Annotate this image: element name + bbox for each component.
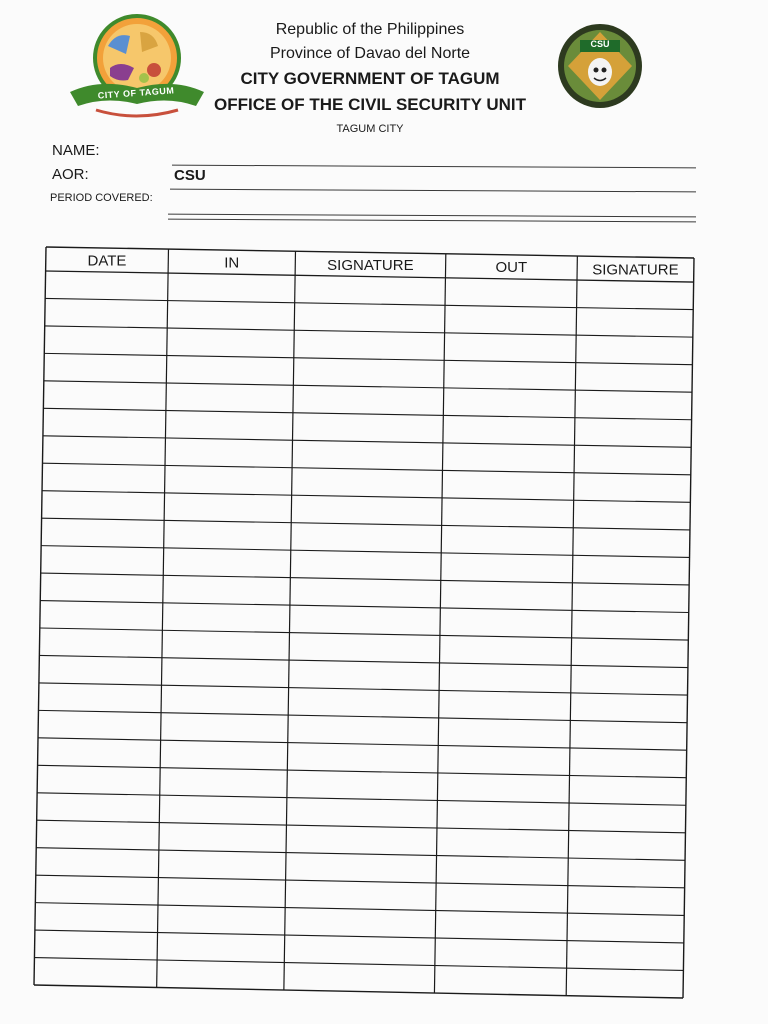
table-row-line [37, 820, 686, 833]
table-column-line [566, 256, 577, 996]
seal-banner-text: CITY OF TAGUM [97, 85, 175, 101]
badge-text: CSU [590, 39, 610, 49]
table-row-line [36, 848, 685, 861]
table-outer-border [683, 258, 694, 998]
table-row-line [44, 381, 692, 392]
table-row-line [42, 491, 690, 503]
table-row-line [41, 573, 689, 585]
table-row-line [44, 353, 692, 364]
table-row-line [35, 930, 684, 943]
table-row-line [38, 765, 687, 777]
table-row-line [42, 463, 690, 475]
table-column-line [157, 249, 169, 987]
header-line-office: OFFICE OF THE CIVIL SECURITY UNIT [213, 95, 526, 114]
table-row-line [35, 903, 684, 916]
period-covered-label: PERIOD COVERED: [50, 192, 153, 204]
table-row-line [37, 793, 686, 805]
table-row-line [40, 601, 688, 613]
table-row-line [43, 436, 691, 448]
table-row-line [41, 546, 689, 558]
name-label: NAME: [52, 142, 100, 159]
header-line-province: Province of Davao del Norte [269, 45, 471, 62]
table-outer-border [34, 247, 46, 985]
column-header-signature-2: SIGNATURE [327, 256, 414, 274]
header-line-city: TAGUM CITY [336, 123, 404, 135]
table-row-line [36, 875, 685, 888]
column-header-in-1: IN [224, 254, 240, 272]
header-line-republic: Republic of the Philippines [275, 21, 465, 38]
table-row-line [38, 710, 687, 722]
table-row-line [39, 683, 688, 695]
header-line-city-government: CITY GOVERNMENT OF TAGUM [240, 69, 500, 88]
table-row-line [39, 655, 688, 667]
table-row-line [38, 738, 687, 750]
table-row-line [42, 518, 690, 530]
table-row-line [34, 985, 683, 998]
table-row-line [45, 326, 693, 337]
table-column-line [284, 251, 296, 990]
column-header-date-0: DATE [87, 252, 127, 270]
aor-label: AOR: [52, 166, 89, 183]
table-row-line [34, 958, 683, 971]
table-column-line [434, 254, 445, 993]
table-row-line [45, 298, 693, 309]
table-row-line [43, 408, 691, 419]
column-header-out-3: OUT [495, 259, 528, 277]
column-header-signature-4: SIGNATURE [592, 261, 679, 279]
aor-value: CSU [174, 167, 206, 184]
table-row-line [40, 628, 689, 640]
